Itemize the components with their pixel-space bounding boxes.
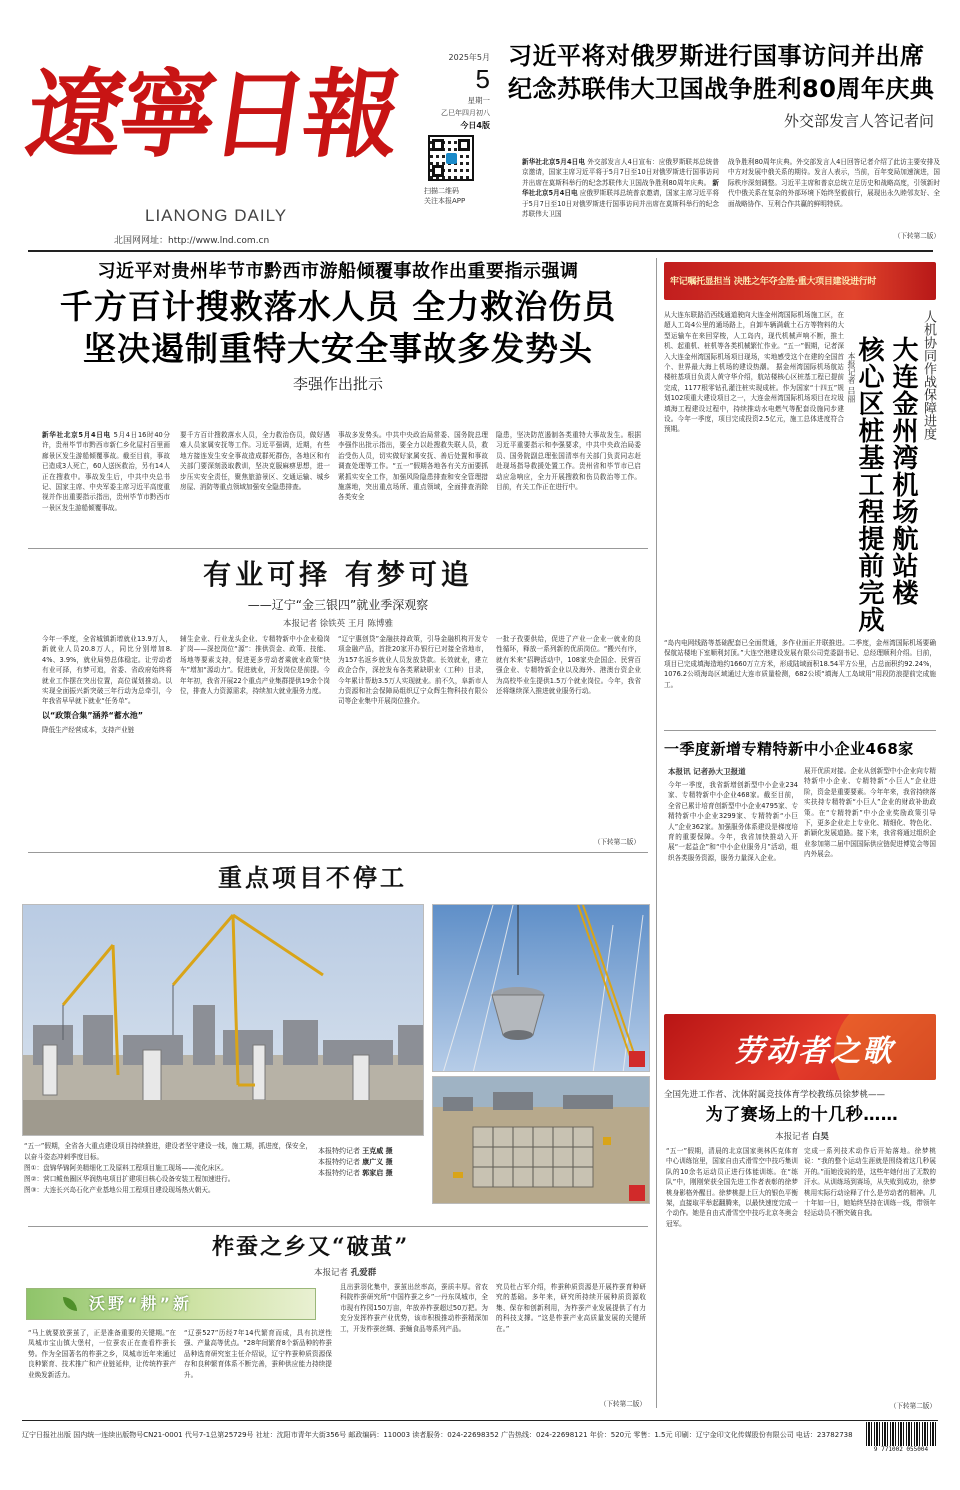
silk-banner [26,1288,316,1320]
cylinder-lift-illustration [433,905,650,1072]
silk-body-4: 究员杜占军介绍，柞蚕种质资源是开展柞蚕育种研究的基础。多年来，研究所持续开展种质资源收集、保存和创新利用，为柞蚕产业发展提供了有力的科技支撑。“这是柞蚕产业高质量发展的关键所在。” [496,1283,646,1333]
airport-col-bottom [664,638,936,724]
date-block [424,52,490,131]
airport-story [664,262,940,722]
masthead-logo [20,30,405,205]
lead-story [508,40,940,240]
jobs-title[interactable]: 有业可择 有梦可追 [203,558,473,591]
accident-sub: 李强作出批示 [292,375,383,393]
photo-credit-2: 本报特约记者 康广义 摄 [318,1158,393,1166]
jobs-col-4 [496,634,641,834]
accident-divider [28,548,648,549]
worker-body-2: 完成一系列技术动作后开始落地。徐梦桃说：“我的整个运动生涯就是围绕着这几秒展开的。”而她没说的是，这些年她付出了无数的汗水。从训练场到赛场，从失败到成功，徐梦桃用实际行动诠释了什么是劳动者的精神。几十年如一日，她始终坚持在训练一线，带领年轻运动员不断突破自我。 [804,1147,936,1218]
jobs-body-1b: 降低生产经营成本，支持产业链 [42,726,135,735]
qr-caption-1: 扫描二维码 [424,187,459,195]
lead-title-1[interactable]: 习近平将对俄罗斯进行国事访问并出席 [508,42,925,70]
industrial-site-illustration [23,905,424,1136]
worker-kicker: 全国先进工作者、沈体附属竞技体育学校教练员徐梦桃—— [664,1090,886,1100]
photo-divider [28,1226,648,1227]
accident-body-1: 5月4日16时40分许，贵州毕节市黔西市新仁乡化屋村百里画廊景区发生游船倾覆事故。截至目前，事故已造成3人死亡，60人送医救治，另有14人正在搜救中。事故发生后，中共中央总书记、国家主席、中央军委主席习近平高度重视并作出重要指示指出，贵州毕节市黔西市一景区发生游船倾覆事故。 [42,431,170,512]
masthead-title: 遼寧日報 [20,58,405,171]
worker-banner-text: 劳动者之歌 [734,1034,894,1069]
photo-credit-1: 本报特约记者 王克威 摄 [318,1147,393,1155]
accident-body-3: 事故多发势头。中共中央政治局常委、国务院总理李强作出批示指出，要全力以赴搜救失联人员，救治受伤人员，切实做好家属安抚、善后处置和事故调查处理等工作。“五一”假期各地各有关方面要抓紧抓实安全工作，加强风险隐患排查和安全管理措施落地，突出重点场所、重点领域，全面排查消除各类安全 [338,431,488,502]
masthead-english: LIANONG DAILY [145,206,288,225]
airport-body-1: 从大连东联路沿西线通道驶向大连金州湾国际机场施工区，在超人工岛4公里的通场路上，自卸车辆满载土石方等物料的大型运输车在来回穿梭，人工岛内，现代机械声响不断，推土机、起重机、桩机等各类机械繁忙作业。“五一”假期，记者深入大连金州湾国际机场项目现场，实地感受这个在建的全国首个、世界最大海上机场的建设热潮。 [664,311,844,372]
airport-title-2[interactable]: 核心区桩基工程提前完成 [854,336,884,633]
silk-body-2: “辽蚕527”历经7年14代繁育而成，具有抗逆性强、产量高等优点。“28年间繁育8个新品种的柞蚕品种选育研究室主任介绍说，辽宁柞蚕种质资源保存和良种繁育体系不断完善，蚕种供应能力持续提升。 [184,1329,332,1379]
accident-col-3 [338,430,488,528]
airport-title-1[interactable]: 大连金州湾机场航站楼 [888,336,918,606]
lunar-date: 乙巳年四月初八 [441,109,490,117]
sprout-icon [63,1297,77,1311]
lead-body-3: 战争胜利80周年庆典。外交部发言人4日回答记者介绍了此访主要安排及中方对发展中俄关系的期待。发言人表示，当前，百年变局加速演进，国际秩序深刻调整。习近平主席和普京总统立足历史和战略高度，引领新时代中俄关系在复杂的外部环境下始终坚毅前行，展现出永久睦邻友好、全面战略协作、互利合作共赢的鲜明特质。 [728,158,940,208]
silk-continued[interactable]: （下转第二版） [599,1400,646,1408]
worker-story [664,1014,940,1414]
accident-body-2: 要千方百计搜救落水人员，全力救治伤员，做好遇难人员家属安抚等工作。习近平强调，近期，有些地方接连发生安全事故造成群死群伤，各地区和有关部门要深刻汲取教训，坚决克服麻痹思想，进一步压实安全责任，聚焦旅游景区、交通运输、城乡房屋、消防等重点领域加强安全隐患排查。 [180,431,330,492]
airport-byline: 本报记者 吕丽 [847,352,856,403]
accident-dateline: 新华社北京5月4日电 [42,431,111,439]
silk-banner-text: 沃野“耕”新 [89,1294,193,1313]
accident-kicker[interactable]: 习近平对贵州毕节市黔西市游船倾覆事故作出重要指示强调 [97,261,579,282]
accident-title-1[interactable]: 千方百计搜救落水人员 全力救治伤员 [59,287,617,326]
jobs-body-1: 今年一季度，全省城镇新增就业13.9万人，新就业人员20.8万人，同比分别增加8.4%、3.9%，就业局势总体稳定。让劳动者有业可择，有梦可追，省委、省政府始终将就业工作摆在突出位置，高位谋划推动。以实现全面振兴新突破三年行动为总牵引，今年我省早早就下就业“任务单”。 [42,635,172,706]
sme-byline: 本报讯 记者孙大卫报道 [668,767,746,776]
lead-title-2[interactable]: 纪念苏联伟大卫国战争胜利80周年庆典 [508,75,935,103]
sme-body-2: 展开优质对接。企业从创新型中小企业向专精特新中小企业、专精特新“小巨人”企业进阶，资金是重要要素。今年年来，我省持续落实扶持专精特新“小巨人”企业的财政补助政策。在“专精特新”中小企业奖励政策引导下，更多企业走上专业化、精细化、特色化、新颖化发展道路。接下来，我省将通过组织企业参加第二届中国国际供应链促进博览会等国内外展会。 [804,767,936,859]
weekday: 星期一 [467,96,490,105]
silk-byline: 本报记者 孔爱群 [314,1268,377,1278]
jobs-sidehead: 以“政策合集”涵养“蓄水池” [42,710,144,720]
worker-col-1 [666,1146,798,1408]
accident-story [28,258,648,528]
photo-credit-3: 本报特约记者 郭家启 摄 [318,1169,393,1177]
footer-text: 辽宁日报社出版 国内统一连续出版物号CN21-0001 代号7-1总第25729号 社址：沈阳市青年大街356号 邮政编码：110003 读者服务：024-22698352 广告热线：024-22698121 年价：520元 零售：1.5元 印刷：辽宁金印文化传媒股份有限公司 电话：23782738 [22,1431,853,1439]
lead-col-2 [728,157,940,229]
page-count: 今日4版 [460,121,490,130]
airport-body-2: 据金州湾国际机场航站楼桩基项目负责人黄守华介绍，航站楼核心区桩基工程已提前完成，1177根零钻孔灌注桩实现成桩。作为国家“十四五”规划102项重大建设项目之一，大连金州湾国际机场项目在垃圾填海工程建设过程中，持续推动水电燃气等配套设施同步建设。今年一季度，项目完成投资2.5亿元，施工总体进度符合预期。 [664,363,844,434]
column-separator [656,258,657,1408]
lead-col-1 [522,157,719,237]
airport-banner [664,262,936,300]
masthead-divider [28,250,933,252]
barcode [866,1422,936,1456]
sme-story [664,736,940,1006]
jobs-body-2: 辅生企业、行业龙头企业、专精特新中小企业稳岗扩岗——深挖岗位“源”：推供资金、政策、技能、场地等要素支持，促进更多劳动者乘就业政策“快车”增加“源动力”。促进就业，开发岗位是前提。今年年初，我省开展22个重点产业集群提供19余个岗位，排查人力资源需求，持续加大就业服务力度。 [180,635,330,696]
jobs-story [28,556,648,846]
jobs-subtitle: ——辽宁“金三银四”就业季深观察 [247,598,429,612]
accident-col-2 [180,430,330,528]
photo-construction-aerial [432,1076,650,1204]
accident-col-1 [42,430,170,528]
sme-col-2 [804,766,936,992]
jobs-byline: 本报记者 徐铁英 王月 陈博雅 [282,619,394,629]
worker-title[interactable]: 为了赛场上的十几秒…… [705,1105,899,1125]
airport-divider [664,730,936,731]
accident-col-4 [496,430,641,528]
year-month: 2025年5月 [448,53,490,62]
silk-body-3: 且出蚕羽化集中，蚕茧出丝率高，蚕质丰厚。省农科院柞蚕研究所“中国柞蚕之乡”一丹东凤城市，全市现有柞园150万亩，年放养柞蚕超过50万把。为充分发挥柞蚕产业优势，该市积极推动柞蚕精深加工，开发柞蚕丝绸、蚕蛹食品等系列产品。 [340,1283,488,1333]
lead-body-2: 应俄罗斯联邦总统普京邀请，国家主席习近平将于5月7日至10日对俄罗斯进行国事访问并出席在莫斯科举行的纪念苏联伟大卫国 [522,189,719,219]
caption-3: 图②：营口鲅鱼圈区华润热电项目扩建项目核心设备安装工程加速进行。 [24,1175,235,1183]
accident-body-4: 隐患，坚决防范遏制各类重特大事故发生。根据习近平重要指示和李强要求，中共中央政治局委员、国务院副总理张国清率有关部门负责同志赶赴现场指导救援处置工作。贵州省和毕节市已启动应急响应，全力开展搜救和伤员救治等工作。目前，有关工作正在进行中。 [496,431,641,492]
photo-section-title[interactable]: 重点项目不停工 [218,863,407,892]
silk-title[interactable]: 柞蚕之乡又“破茧” [212,1234,410,1260]
jobs-col-3 [338,634,488,844]
silk-col-3 [340,1282,488,1408]
worker-col-2 [804,1146,936,1398]
footer-rule [22,1420,938,1421]
photo-captions [24,1141,312,1211]
caption-1: “五一”假期，全省各大重点建设项目持续推进，建设者坚守建设一线，施工期，抓进度，保安全，以奋斗姿态冲刺季度目标。 [24,1142,312,1161]
construction-aerial-illustration [433,1077,650,1204]
caption-2: 图①：盘锦华锦阿美精细化工及原料工程项目施工现场——流化床区。 [24,1164,228,1172]
sme-body-1: 今年一季度，我省新增创新型中小企业234家、专精特新中小企业468家。截至目前，全省已累计培育创新型中小企业4795家、专精特新中小企业3299家、专精特新“小巨人”企业362家。加强服务体系建设是梯度培育的重要保障。今年，我省加快推动入开展“一起益企”和“中小企业服务月”活动，组织各类服务资源，服务力量深入企业。 [668,781,798,862]
qr-caption-2: 关注本报APP [424,197,466,205]
silk-col-1 [28,1328,176,1408]
sme-title[interactable]: 一季度新增专精特新中小企业468家 [664,740,914,758]
lead-continued[interactable]: （下转第二版） [893,232,940,240]
accident-title-2[interactable]: 坚决遏制重特大安全事故多发势头 [83,329,593,368]
worker-banner [664,1014,936,1080]
photo-section [22,856,650,1216]
worker-body-1: “五一”假期，清晨的北京国家奥林匹克体育中心训练馆里，国家自由式滑雪空中技巧集训队的10余名运动员正进行体能训练。在“练队”中，刚刚荣获全国先进工作者表彰的徐梦桃身影格外醒目。徐梦桃提上巨大的银色平衡架，直接取平举起翻腾来，以最快速度完成一个动作。她是自由式滑雪空中技巧北京冬奥会冠军。 [666,1147,798,1228]
day-number: 5 [475,64,490,94]
silk-body-1: “马上就要放蚕茧了，正是准备重要的关键期。”在凤城市宝山镇大堡村，一位蚕农正在查看柞蚕长势。作为全国著名的柞蚕之乡，凤城市近年来通过良种繁育、技术推广和产业链延伸，让传统柞蚕产业焕发新活力。 [28,1329,176,1379]
website-line[interactable]: 北国网网址：http://www.lnd.com.cn [114,236,270,246]
photo-credits [318,1146,428,1179]
caption-4: 图③：大连长兴岛石化产业基地公用工程项目建设现场热火朝天。 [24,1186,215,1194]
photo-industrial-site [22,904,424,1136]
lead-body-1: 外交部发言人4日宣布：应俄罗斯联邦总统普京邀请，国家主席习近平将于5月7日至10日对俄罗斯进行国事访问并出席在莫斯科举行的纪念苏联伟大卫国战争胜利80周年庆典。 [522,158,719,187]
qr-code[interactable] [428,135,474,181]
jobs-body-4: 一批子孜要供给，促进了产业一企业一就业的良性循环，释放一系列新的优质岗位。“搬兴有序，就有米来”招聘活动中，108家央企国企、民营百强企业、专精特新企业以及海外、港澳台资企业为高校毕业生提供1.5万个就业岗位。今年，我省还将继续深入推进就业服务行动。 [496,635,641,696]
airport-col-intro [664,310,844,530]
jobs-continued[interactable]: （下转第二版） [593,838,640,846]
airport-kicker: 人机协同作战保障进度 [921,310,936,440]
photo-cylinder-lift [432,904,650,1072]
lead-dateline: 新华社北京5月4日电 [522,158,586,166]
silk-col-2 [184,1328,332,1408]
sme-col-1 [668,780,798,992]
jobs-col-2 [180,634,330,844]
lead-dateline-2: 新华社北京5月4日电 [522,178,719,198]
worker-continued[interactable]: （下转第二版） [889,1402,936,1410]
jobs-col-1 [42,634,172,844]
worker-byline: 本报记者 白昊 [775,1132,829,1142]
airport-banner-text: 牢记嘱托显担当 决胜之年夺全胜·重大项目建设进行时 [670,277,877,287]
silk-story [22,1230,648,1410]
barcode-number: 9 771002 055004 [873,1446,929,1453]
jobs-divider [28,852,648,853]
jobs-body-3: “辽宁惠创贷”金融扶持政策，引导金融机构开发专项金融产品，首批20家开办银行已对接全省地市，为157名返乡就业人员发放贷款。长效就业，建立政企合作，深挖发布各类紧缺职业（工种）目录，今年累计帮助3.5万人实现就业。前不久，阜新市人力资源和社会保障局组织辽宁众辉生物科技有限公司等企业集中开展岗位推介。 [338,635,488,706]
airport-body-3: “岛内电网线路等基础配套已全面贯通，多作业面正并联推进。二季度，金州湾国际机场要确保航站楼地下室顺利封顶。”大连空港建设发展有限公司党委副书记、总经理顺利介绍。目前，项目已完成填海造地约1660万立方米，形成陆域面积18.54平方公里，占总面积约92.24%，1076.2公顷海岛区域通过大连市质量检测，682公顷“填海人工岛域用”用段防浪提前完成施工。 [664,639,936,689]
silk-col-4 [496,1282,646,1400]
lead-subtitle: 外交部发言人答记者问 [783,112,934,130]
